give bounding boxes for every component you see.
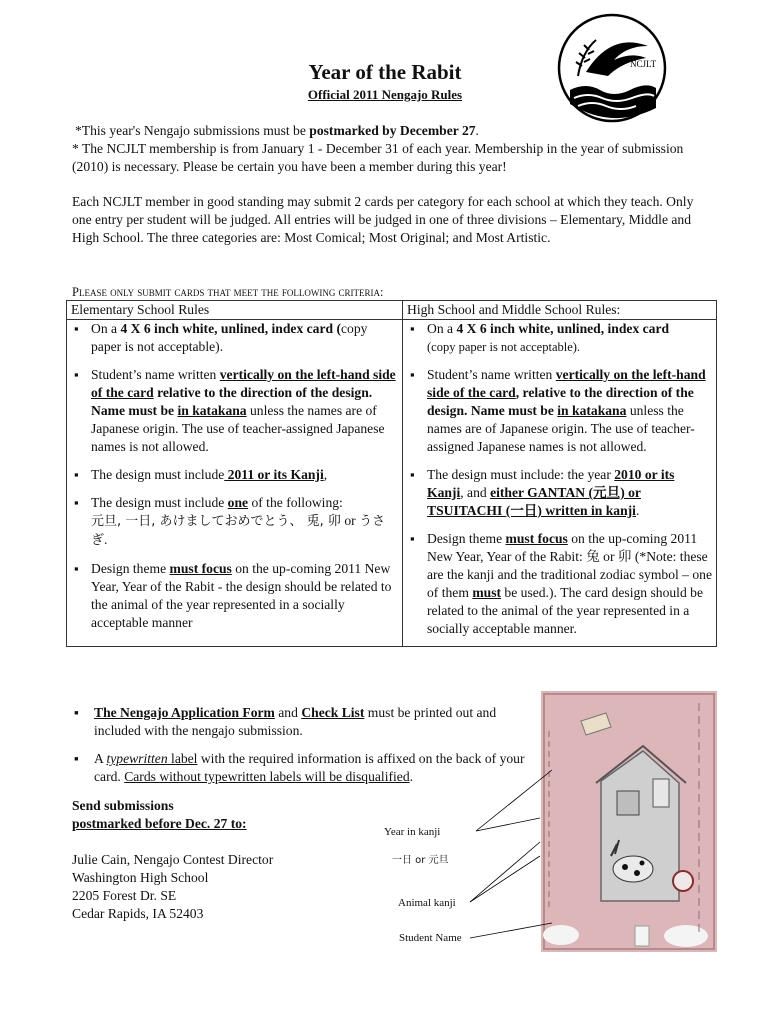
rule-text: with the required information is affixed on the back of your card.: [94, 751, 525, 784]
rule-text: of the following:: [248, 495, 343, 510]
elementary-rules-cell: [67, 320, 403, 647]
list-item: [67, 494, 402, 550]
rule-text: The design must include: the year: [427, 467, 615, 482]
disqualify-warning: Cards without typewritten labels will be disqualified: [124, 769, 410, 784]
elementary-rules-header: Elementary School Rules: [67, 301, 403, 320]
rule-paren: (: [336, 321, 342, 336]
list-item: [403, 466, 716, 520]
label-animal-kanji: Animal kanji: [398, 897, 456, 909]
highschool-rules-list: [403, 320, 716, 638]
rule-emphasis: 2010 or its Kanji: [427, 467, 675, 500]
label-student-name: Student Name: [399, 932, 462, 944]
kanji-option: うさぎ: [91, 514, 386, 548]
rule-text: ,: [323, 467, 328, 482]
rule-text: A: [94, 751, 107, 766]
kanji-options: 元旦, 一日, あけましておめでとう、 兎, 卯: [91, 514, 341, 529]
rule-emphasis: must: [472, 585, 502, 600]
rule-emphasis: typewritten: [106, 751, 168, 766]
send-heading: [72, 797, 247, 833]
application-form-ref: The Nengajo Application Form: [94, 705, 275, 720]
highschool-rules-header: High School and Middle School Rules:: [403, 301, 717, 320]
sample-nengajo-card: [541, 691, 717, 952]
rule-text: .: [409, 769, 414, 784]
highschool-rules-cell: [403, 320, 717, 647]
list-item: [403, 366, 716, 456]
check-list-ref: Check List: [301, 705, 365, 720]
rule-text: The design must include: [91, 495, 228, 510]
criteria-heading: Please only submit cards that meet the following criteria:: [72, 285, 384, 299]
rule-bold: relative to the direction of the design. Name must be: [91, 385, 373, 418]
page-subtitle: Official 2011 Nengajo Rules: [307, 87, 463, 102]
rule-emphasis: vertically on the left-hand side of the card: [427, 367, 706, 400]
rule-emphasis: one: [227, 495, 249, 510]
postmark-text: *This year's Nengajo submissions must be: [75, 123, 310, 138]
rule-text: must be printed out and included with the nengajo submission.: [94, 705, 497, 738]
rules-table: [66, 300, 717, 647]
rule-text: On a: [91, 321, 121, 336]
rule-text: (copy paper is not acceptable).: [427, 340, 581, 354]
label-gantan: 一日 or 元旦: [392, 855, 449, 866]
rule-emphasis: in katakana: [557, 403, 627, 418]
rule-text: unless the names are of Japanese origin. The use of teacher-assigned Japanese names is not allowed.: [427, 403, 695, 454]
address-name: Julie Cain, Nengajo Contest Director: [72, 852, 274, 867]
rule-text: and: [274, 705, 302, 720]
rule-emphasis: label: [167, 751, 198, 766]
send-line: Send submissions: [72, 798, 174, 813]
rule-text: Design theme: [427, 531, 506, 546]
address-street: 2205 Forest Dr. SE: [72, 888, 177, 903]
rule-emphasis: either GANTAN (元旦) or TSUITACHI (一日) written in kanji: [427, 485, 641, 518]
rule-text: on the up-coming 2011 New Year, Year of the Rabit - the design should be related to the animal of the year represented in a socially acceptable manner: [91, 561, 392, 630]
rule-emphasis: 2011 or its Kanji: [224, 467, 324, 482]
page-title: Year of the Rabit: [308, 60, 462, 84]
rule-text: .: [635, 503, 640, 518]
list-item: [67, 560, 402, 632]
list-item: [403, 530, 716, 638]
rule-emphasis: in katakana: [177, 403, 247, 418]
ncjlt-logo: [556, 12, 668, 124]
rule-text: .: [104, 532, 108, 547]
rule-text: On a: [427, 321, 457, 336]
rule-emphasis: must focus: [169, 561, 232, 576]
list-item: [67, 366, 402, 456]
postmark-period: .: [475, 123, 479, 138]
mailing-address: [72, 851, 273, 923]
list-item: [67, 320, 402, 356]
rule-text: unless the names are of Japanese origin. The use of teacher-assigned Japanese names is not allowed.: [91, 403, 385, 454]
address-school: Washington High School: [72, 870, 209, 885]
rule-text: on the up-coming 2011 New Year, Year of the Rabit: 兔 or 卯 (*Note: these are the kanji and the traditional zodiac symbol – one of them: [427, 531, 712, 600]
list-item: [403, 320, 716, 356]
elementary-rules-list: [67, 320, 402, 632]
list-item: [66, 704, 536, 740]
rule-text: be used.). The card design should be related to the animal of the year represented in a socially acceptable manner.: [427, 585, 703, 636]
list-item: [67, 466, 402, 484]
eligibility-paragraph: Each NCJLT member in good standing may submit 2 cards per category for each school at which they teach. Only one entry per student will be judged. All entries will be judged in one of three divisions – Elementary, Middle and High School. The three categories are: Most Comical; Most Original; and Most Artistic.: [72, 194, 694, 245]
rule-emphasis: must focus: [505, 531, 568, 546]
rule-bold: 4 X 6 inch white, unlined, index card: [456, 321, 670, 336]
postmark-notice: [75, 122, 715, 140]
rule-bold: 4 X 6 inch white, unlined, index card: [120, 321, 334, 336]
rule-bold: , relative to the direction of the design. Name must be: [427, 385, 694, 418]
label-year-kanji: Year in kanji: [384, 826, 441, 838]
send-deadline: postmarked before Dec. 27 to:: [72, 816, 247, 831]
rule-text: Design theme: [91, 561, 170, 576]
rule-text: Student’s name written: [427, 367, 556, 382]
rule-emphasis: vertically on the left-hand side of the card: [91, 367, 396, 400]
membership-notice: * The NCJLT membership is from January 1 - December 31 of each year. Membership in the year of submission (2010) is necessary. Please be certain you have been a member during this year!: [72, 141, 684, 174]
logo-text: NCJLT: [630, 59, 657, 69]
rule-text: or: [340, 513, 360, 528]
rule-text: The design must include: [91, 467, 225, 482]
address-city: Cedar Rapids, IA 52403: [72, 906, 204, 921]
rule-text: Student’s name written: [91, 367, 220, 382]
rule-text: copy paper is not acceptable).: [91, 321, 368, 354]
rule-text: , and: [460, 485, 491, 500]
postmark-date: postmarked by December 27: [309, 123, 476, 138]
